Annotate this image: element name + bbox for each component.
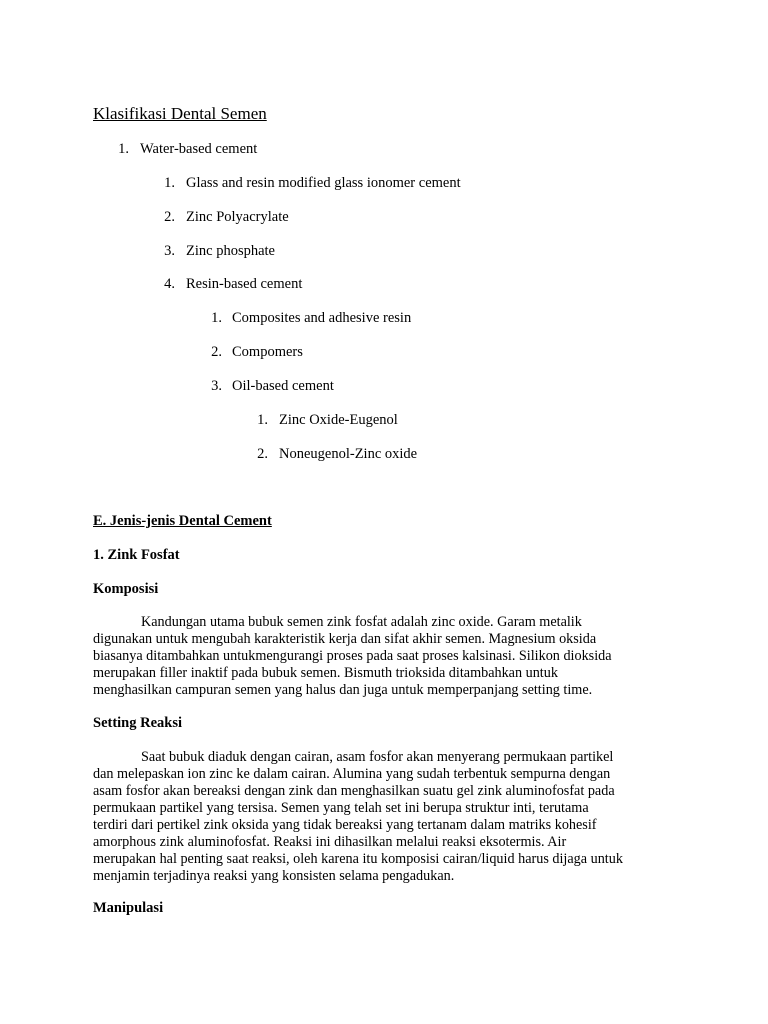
paragraph-line: biasanya ditambahkan untukmengurangi proses pada saat proses kalsinasi. Silikon dioksida (93, 648, 612, 664)
paragraph-line: merupakan hal penting saat reaksi, oleh karena itu komposisi cairan/liquid harus dijaga untuk (93, 851, 623, 867)
komposisi-heading: Komposisi (93, 581, 159, 597)
paragraph-line: Kandungan utama bubuk semen zink fosfat adalah zinc oxide. Garam metalik (141, 614, 582, 630)
paragraph-line: merupakan filler inaktif pada bubuk semen. Bismuth trioksida ditambahkan untuk (93, 665, 558, 681)
document-title: Klasifikasi Dental Semen (93, 104, 267, 123)
list-text: Compomers (232, 344, 303, 360)
paragraph-line: Saat bubuk diaduk dengan cairan, asam fosfor akan menyerang permukaan partikel (141, 749, 614, 765)
komposisi-paragraph (93, 614, 612, 699)
paragraph-line: terdiri dari pertikel zink oksida yang tidak bereaksi yang tertanam dalam matriks kohesif (93, 817, 597, 833)
list-number: 1. (118, 141, 129, 157)
list-text: Zinc Polyacrylate (186, 209, 289, 225)
setting-paragraph (93, 749, 623, 885)
paragraph-line: dan melepaskan ion zinc ke dalam cairan. Alumina yang sudah terbentuk sempurna dengan (93, 766, 611, 782)
list-text: Glass and resin modified glass ionomer cement (186, 175, 461, 191)
list-number: 2. (164, 209, 175, 225)
section-heading: E. Jenis-jenis Dental Cement (93, 513, 272, 529)
paragraph-line: digunakan untuk mengubah karakteristik kerja dan sifat akhir semen. Magnesium oksida (93, 631, 597, 647)
list-number: 1. (164, 175, 175, 191)
list-text: Noneugenol-Zinc oxide (279, 446, 418, 462)
paragraph-line: menjamin terjadinya reaksi yang konsisten selama pengadukan. (93, 868, 455, 884)
manipulasi-heading: Manipulasi (93, 900, 164, 916)
list-text: Zinc Oxide-Eugenol (279, 412, 398, 428)
list-number: 1. (257, 412, 268, 428)
list-number: 4. (164, 276, 175, 292)
list-text: Composites and adhesive resin (232, 310, 412, 326)
list-text: Oil-based cement (232, 378, 334, 394)
list-text: Resin-based cement (186, 276, 303, 292)
paragraph-line: asam fosfor akan bereaksi dengan zink dan menghasilkan suatu gel zink aluminofosfat pada (93, 783, 615, 799)
list-number: 3. (211, 378, 222, 394)
list-number: 2. (257, 446, 268, 462)
list-number: 3. (164, 243, 175, 259)
paragraph-line: amorphous zink aluminofosfat. Reaksi ini dihasilkan melalui reaksi eksotermis. Air (93, 834, 567, 850)
paragraph-line: permukaan partikel yang tersisa. Semen yang telah set ini berupa struktur inti, terutama (93, 800, 589, 816)
list-text: Water-based cement (140, 141, 258, 157)
subsection-heading: 1. Zink Fosfat (93, 547, 180, 563)
list-number: 2. (211, 344, 222, 360)
paragraph-line: menghasilkan campuran semen yang halus dan juga untuk memperpanjang setting time. (93, 682, 593, 698)
setting-heading: Setting Reaksi (93, 715, 183, 731)
list-number: 1. (211, 310, 222, 326)
list-text: Zinc phosphate (186, 243, 275, 259)
